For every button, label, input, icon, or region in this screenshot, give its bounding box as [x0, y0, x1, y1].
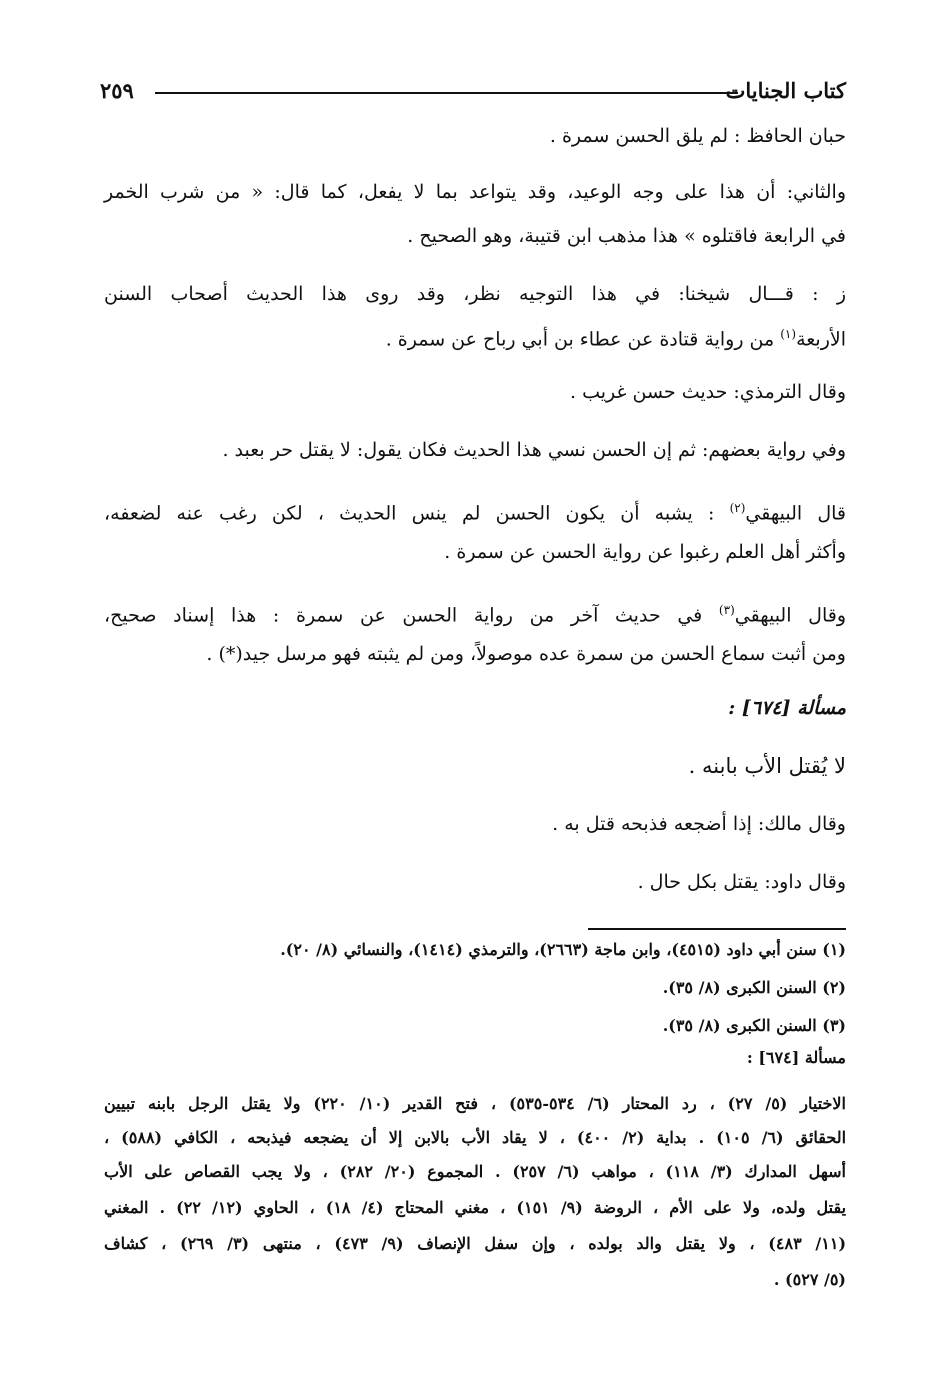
- text-line: وقال داود: يقتل بكل حال .: [637, 871, 846, 893]
- text-line-with-footnote: [386, 320, 846, 353]
- text-line: وأكثر أهل العلم رغبوا عن رواية الحسن عن سمرة .: [444, 541, 846, 563]
- footnote-ref: (١): [780, 327, 797, 341]
- running-header: [100, 78, 846, 108]
- header-rule: [155, 92, 738, 94]
- text-line-with-footnote: [104, 494, 846, 527]
- text-span: وقال البيهقي: [734, 604, 846, 627]
- text-span: قال البيهقي: [745, 502, 846, 525]
- text-line: حبان الحافظ : لم يلق الحسن سمرة .: [549, 125, 846, 147]
- footnote-line: الاختيار (٥/ ٢٧) ، رد المحتار (٦/ ٥٣٤-٥٣٥) ، فتح القدير (١٠/ ٢٢٠) ولا يقتل الرجل بابنه تبيين: [104, 1094, 846, 1113]
- text-span: من رواية قتادة عن عطاء بن أبي رباح عن سمرة .: [385, 328, 781, 351]
- text-line: لا يُقتل الأب بابنه .: [688, 754, 846, 778]
- text-line: والثاني: أن هذا على وجه الوعيد، وقد يتواعد بما لا يفعل، كما قال: « من شرب الخمر: [104, 181, 846, 203]
- text-line: في الرابعة فاقتلوه » هذا مذهب ابن قتيبة، وهو الصحيح .: [407, 225, 846, 247]
- text-line-with-footnote: [104, 596, 846, 629]
- text-line: وقال الترمذي: حديث حسن غريب .: [570, 381, 846, 403]
- issue-heading: مسألة [٦٧٤] :: [728, 697, 846, 719]
- footnote-line: (١١/ ٤٨٣) ، ولا يقتل والد بولده ، وإن سفل الإنصاف (٩/ ٤٧٣) ، منتهى (٣/ ٢٦٩) ، كشاف: [104, 1234, 847, 1253]
- footnote-line: (٥/ ٥٢٧) .: [773, 1270, 846, 1289]
- footnote-line: يقتل ولده، ولا على الأم ، الروضة (٩/ ١٥١) ، مغني المحتاج (٤/ ١٨) ، الحاوي (١٢/ ٢٢) . المغني: [104, 1198, 847, 1217]
- page-number: ٢٥٩: [100, 78, 134, 103]
- text-line: وفي رواية بعضهم: ثم إن الحسن نسي هذا الحديث فكان يقول: لا يقتل حر بعبد .: [222, 439, 846, 461]
- footnote: (٢) السنن الكبرى (٨/ ٣٥).: [662, 978, 846, 997]
- footnote-ref: (٣): [718, 603, 735, 617]
- footnote: (١) سنن أبي داود (٤٥١٥)، وابن ماجة (٢٦٦٣)، والترمذي (١٤١٤)، والنسائي (٨/ ٢٠).: [280, 940, 846, 959]
- text-span: الأربعة: [796, 328, 846, 351]
- text-line: وقال مالك: إذا أضجعه فذبحه قتل به .: [552, 813, 846, 835]
- text-span: في حديث آخر من رواية الحسن عن سمرة : هذا إسناد صحيح،: [104, 604, 719, 627]
- text-line: ومن أثبت سماع الحسن من سمرة عده موصولاً، ومن لم يثبته فهو مرسل جيد(*) .: [206, 643, 846, 665]
- footnote-ref: (٢): [729, 501, 746, 515]
- footnote: (٣) السنن الكبرى (٨/ ٣٥).: [662, 1016, 846, 1035]
- text-span: : يشبه أن يكون الحسن لم ينس الحديث ، لكن رغب عنه لضعفه،: [104, 502, 730, 525]
- footnote-line: الحقائق (٦/ ١٠٥) . بداية (٢/ ٤٠٠) ، لا يقاد الأب بالابن إلا أن يضجعه فيذبحه ، الكافي (٥٨٨) ،: [104, 1128, 847, 1147]
- footnote-line: أسهل المدارك (٣/ ١١٨) ، مواهب (٦/ ٢٥٧) . المجموع (٢٠/ ٢٨٢) ، ولا يجب القصاص على الأب: [104, 1162, 847, 1181]
- footnote-separator: [588, 928, 846, 930]
- chapter-title: كتاب الجنايات: [725, 78, 846, 103]
- text-line: ز : قـــال شيخنا: في هذا التوجيه نظر، وقد روى هذا الحديث أصحاب السنن: [104, 283, 846, 305]
- footnote-issue-heading: مسألة [٦٧٤] :: [746, 1048, 846, 1067]
